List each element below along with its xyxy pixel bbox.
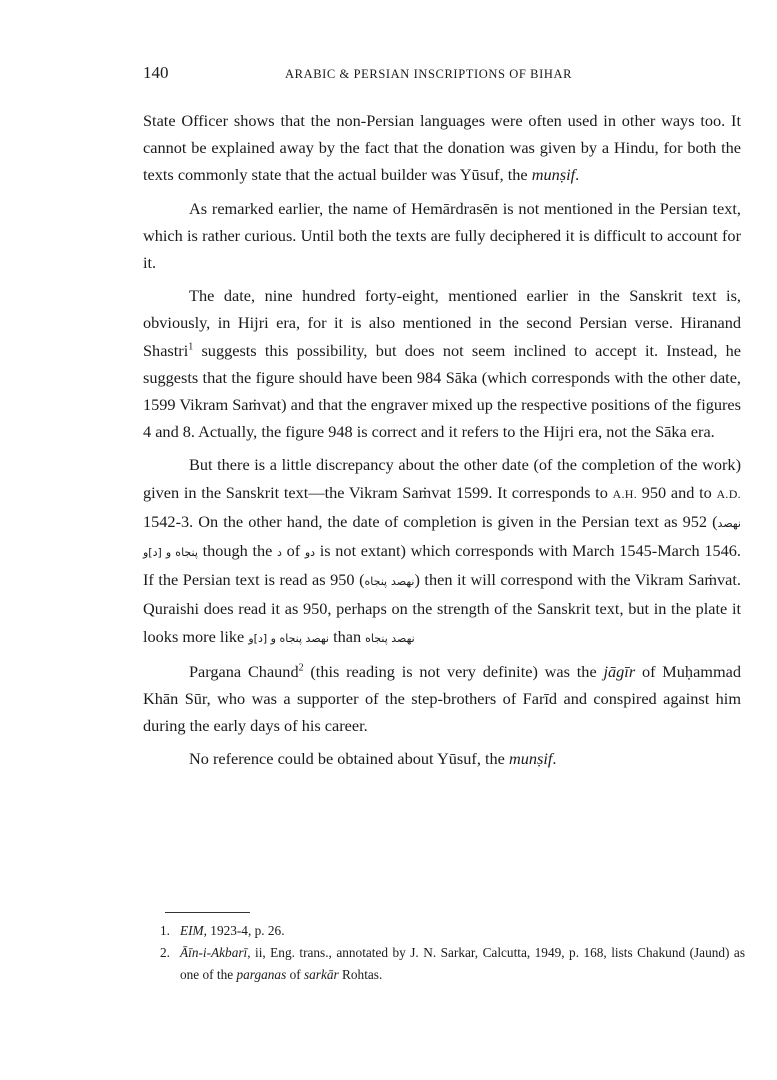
footnote-divider: [165, 912, 250, 913]
footnote-number: 2.: [160, 945, 170, 960]
page-header: [143, 63, 739, 87]
persian-text: نهصد پنجاه: [365, 631, 415, 645]
persian-text: نهصد پنجاه و [د]و: [143, 516, 741, 560]
paragraph-1: State Officer shows that the non-Persian languages were often used in other ways too. It cannot be explained away by the fact that the donation was given by a Hindu, for both the texts commonly state that the actual builder was Yūsuf, the munṣif.: [143, 111, 741, 185]
paragraph-6: No reference could be obtained about Yūsuf, the munṣif.: [189, 749, 557, 769]
footnote-1: 1. EIM, 1923-4, p. 26.: [160, 920, 745, 942]
footnote-number: 1.: [160, 923, 170, 938]
persian-text: دو: [304, 546, 316, 560]
persian-text: نهصد پنجاه: [364, 575, 415, 589]
footnote-ref-1: 1: [188, 341, 194, 353]
persian-text: نهصد پنجاه و [د]و: [248, 631, 329, 645]
footnote-2: 2. Āīn-i-Akbarī, ii, Eng. trans., annotated by J. N. Sarkar, Calcutta, 1949, p. 168, lists Chakund (Jaund) as one of the parganas of sarkār Rohtas.: [160, 942, 745, 986]
footnotes: [160, 920, 745, 986]
page-number: 140: [143, 63, 169, 82]
body-text: [143, 107, 741, 779]
footnote-ref-2: 2: [298, 662, 304, 674]
paragraph-4: But there is a little discrepancy about the other date (of the completion of the work) given in the Sanskrit text—the Vikram Saṁvat 1599. It corresponds to A.H. 950 and to A.D. 1542-3. On the other hand, the date of completion is given in the Persian text as 952 (نهصد پنجاه و [د]و though the د of دو is not extant) which corresponds with March 1545-March 1546. If the Persian text is read as 950 (نهصد پنجاه) then it will correspond with the Vikram Saṁvat. Quraishi does read it as 950, perhaps on the strength of the Sanskrit text, but in the plate it looks more like نهصد پنجاه و [د]و than نهصد پنجاه: [143, 455, 741, 646]
persian-text: د: [277, 546, 282, 560]
paragraph-2: As remarked earlier, the name of Hemārdrasēn is not mentioned in the Persian text, which is rather curious. Until both the texts are fully deciphered it is difficult to account for it.: [143, 198, 741, 273]
paragraph-3: The date, nine hundred forty-eight, mentioned earlier in the Sanskrit text is, obviously, in Hijri era, for it is also mentioned in the second Persian verse. Hiranand Shastri$^1$ suggests this possibility, but does not seem inclined to accept it. Instead, he suggests that the figure should have been 984 Sāka (which corresponds with the other date, 1599 Vikram Saṁvat) and that the engraver mixed up the respective positions of the figures 4 and 8. Actually, the figure 948 is correct and it refers to the Hijri era, not the Sāka era.: [143, 286, 741, 442]
paragraph-5: Pargana Chaund$^2$ (this reading is not very definite) was the jāgīr of Muḥammad Khān Sūr, who was a supporter of the step-brothers of Farīd and conspired against him during the early days of his career.: [143, 661, 741, 736]
running-title: ARABIC & PERSIAN INSCRIPTIONS OF BIHAR: [285, 67, 573, 81]
